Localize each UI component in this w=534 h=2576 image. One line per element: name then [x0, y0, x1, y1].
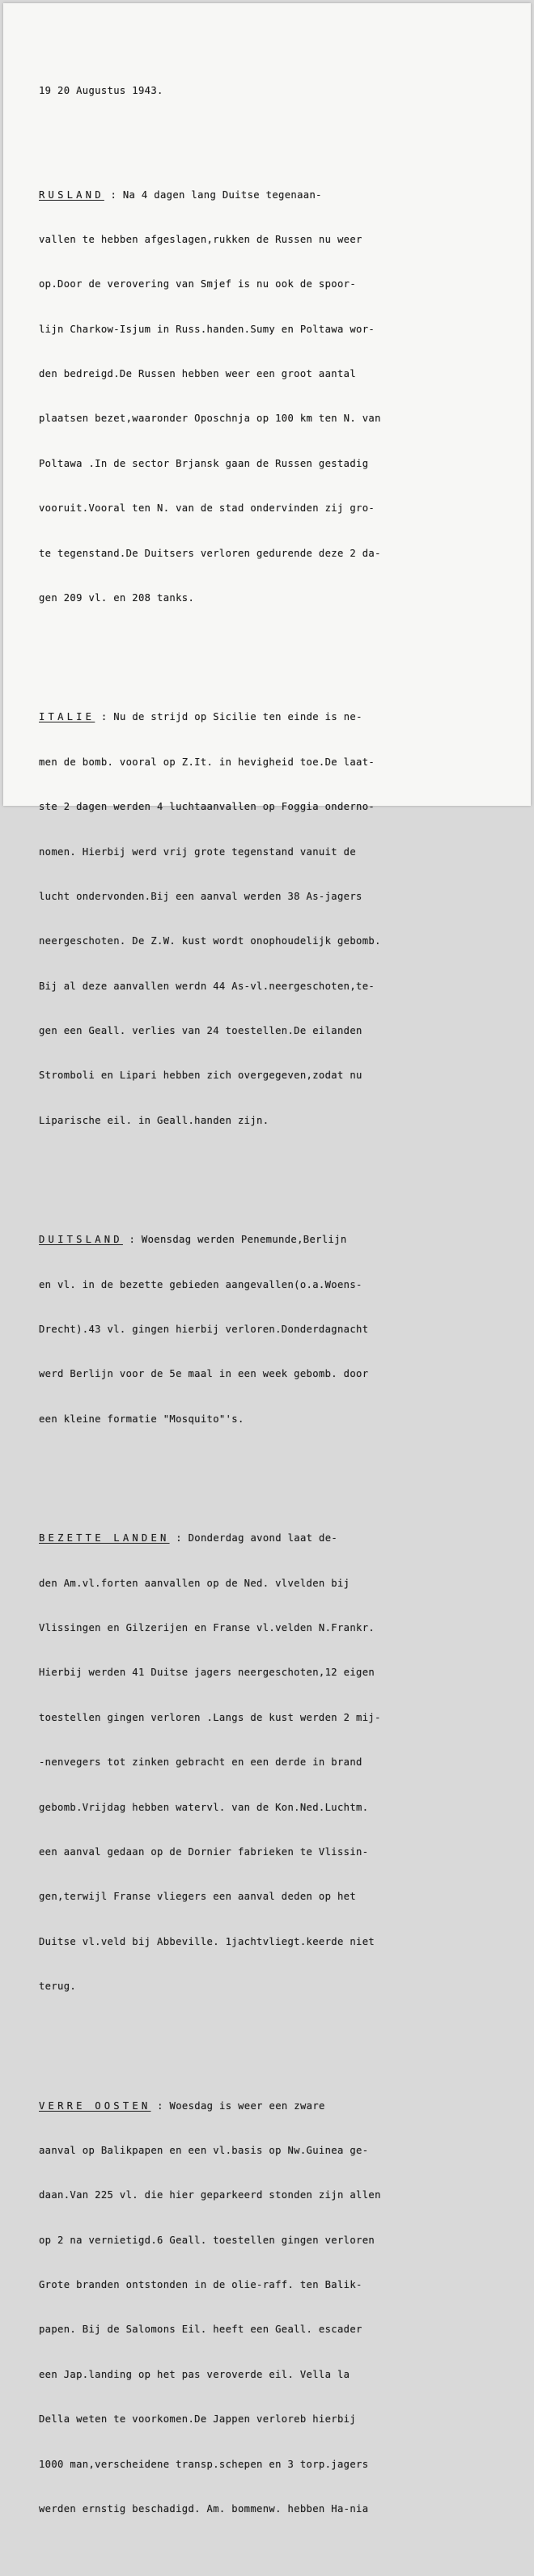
section-verre-oosten [39, 2069, 524, 2547]
text-line: Grote branden ontstonden in de olie-raff. ten Balik- [39, 2279, 362, 2291]
text-line: Poltawa .In de sector Brjansk gaan de Russen gestadig [39, 457, 369, 469]
text-line: Duitse vl.veld bij Abbeville. 1jachtvliegt.keerde niet [39, 1935, 375, 1947]
text-line: toestellen gingen verloren .Langs de kust werden 2 mij- [39, 1711, 381, 1723]
text-line: gen,terwijl Franse vliegers een aanval deden op het [39, 1891, 357, 1903]
text-line: een kleine formatie "Mosquito"'s. [39, 1413, 244, 1425]
text-line: den bedreigd.De Russen hebben weer een groot aantal [39, 368, 357, 380]
report-date: 19 20 Augustus 1943. [39, 84, 163, 96]
section-heading: ITALIE [39, 711, 95, 723]
paper-sheet [3, 3, 531, 2515]
text-line: gen een Geall. verlies van 24 toestellen.De eilanden [39, 1025, 362, 1036]
section-first-line [39, 1232, 524, 1247]
text-line: aanval op Balikpapen en een vl.basis op Nw.Guinea ge- [39, 2144, 369, 2156]
text-line: Vlissingen en Gilzerijen en Franse vl.velden N.Frankr. [39, 1622, 375, 1634]
text-line: gebomb.Vrijdag hebben watervl. van de Kon.Ned.Luchtm. [39, 1801, 369, 1813]
text-line: Liparische eil. in Geall.handen zijn. [39, 1114, 269, 1126]
section-heading: DUITSLAND [39, 1234, 123, 1246]
text-line: op 2 na vernietigd.6 Geall. toestellen gingen verloren [39, 2234, 375, 2246]
text-line: lijn Charkow-Isjum in Russ.handen.Sumy en Poltawa wor- [39, 323, 375, 335]
section-heading: VERRE OOSTEN [39, 2099, 151, 2112]
section-first-line-text: : Donderdag avond laat de- [169, 1532, 338, 1544]
text-line: gen 209 vl. en 208 tanks. [39, 591, 195, 604]
text-line: 1000 man,verscheidene transp.schepen en 3 torp.jagers [39, 2458, 369, 2470]
text-line: daan.Van 225 vl. die hier geparkeerd stonden zijn allen [39, 2189, 381, 2201]
text-line: Hierbij werden 41 Duitse jagers neergeschoten,12 eigen [39, 1667, 375, 1679]
text-line: een Jap.landing op het pas veroverde eil. Vella la [39, 2368, 350, 2380]
section-first-line-text: : Na 4 dagen lang Duitse tegenaan- [104, 189, 322, 201]
text-line: een aanval gedaan op de Dornier fabrieken te Vlissin- [39, 1845, 369, 1858]
text-line: te tegenstand.De Duitsers verloren gedurende deze 2 da- [39, 547, 381, 559]
section-first-line-text: : Nu de strijd op Sicilie ten einde is ne- [95, 711, 362, 723]
text-line: en vl. in de bezette gebieden aangevallen(o.a.Woens- [39, 1278, 362, 1290]
section-first-line-text: : Woesdag is weer een zware [150, 2099, 325, 2112]
section-bezette-landen [39, 1502, 524, 2024]
text-line: men de bomb. vooral op Z.It. in hevigheid toe.De laat- [39, 756, 375, 768]
section-italie [39, 680, 524, 1159]
text-line: werden ernstig beschadigd. Am. bommenw. hebben Ha-nia [39, 2502, 369, 2515]
section-rusland [39, 158, 524, 636]
section-heading: RUSLAND [39, 189, 104, 201]
section-first-line [39, 2099, 524, 2113]
section-heading: BEZETTE LANDEN [39, 1532, 170, 1544]
text-line: lucht ondervonden.Bij een aanval werden 38 As-jagers [39, 890, 362, 902]
text-line: plaatsen bezet,waaronder Oposchnja op 100 km ten N. van [39, 413, 381, 425]
text-line: Drecht).43 vl. gingen hierbij verloren.Donderdagnacht [39, 1324, 369, 1336]
text-line: vallen te hebben afgeslagen,rukken de Russen nu weer [39, 233, 362, 245]
text-line: Stromboli en Lipari hebben zich overgegeven,zodat nu [39, 1070, 362, 1082]
section-duitsland [39, 1202, 524, 1456]
text-line: -nenvegers tot zinken gebracht en een derde in brand [39, 1756, 362, 1769]
text-line: nomen. Hierbij werd vrij grote tegenstand vanuit de [39, 845, 357, 858]
section-first-line [39, 1531, 524, 1545]
text-line: den Am.vl.forten aanvallen op de Ned. vlvelden bij [39, 1577, 350, 1589]
section-first-line-text: : Woensdag werden Penemunde,Berlijn [122, 1234, 347, 1246]
text-line: Bij al deze aanvallen werdn 44 As-vl.neergeschoten,te- [39, 980, 375, 992]
text-line: ste 2 dagen werden 4 luchtaanvallen op Foggia onderno- [39, 801, 375, 813]
text-line: papen. Bij de Salomons Eil. heeft een Geall. escader [39, 2324, 362, 2336]
text-line: op.Door de verovering van Smjef is nu ook de spoor- [39, 278, 357, 290]
text-line: vooruit.Vooral ten N. van de stad ondervinden zij gro- [39, 502, 375, 515]
text-line: werd Berlijn voor de 5e maal in een week gebomb. door [39, 1368, 369, 1380]
section-first-line [39, 188, 524, 202]
section-first-line [39, 710, 524, 724]
typed-report [39, 53, 524, 2576]
text-line: terug. [39, 1981, 77, 1992]
text-line: neergeschoten. De Z.W. kust wordt onophoudelijk gebomb. [39, 935, 381, 947]
text-line: Della weten te voorkomen.De Jappen verloreb hierbij [39, 2413, 357, 2426]
